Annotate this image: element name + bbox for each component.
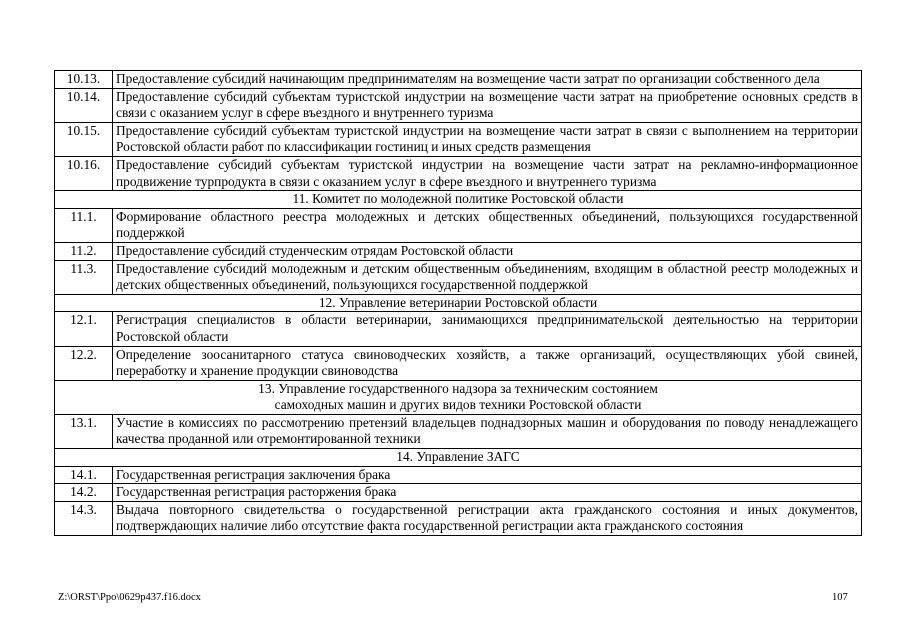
- services-table: [54, 70, 862, 536]
- item-text: Формирование областного реестра молодежных и детских общественных объединений, пользующихся государственной поддержкой: [113, 208, 862, 242]
- table-row: [55, 242, 862, 260]
- item-number: 10.15.: [55, 122, 113, 156]
- section-header-row: [55, 191, 862, 209]
- table-row: [55, 156, 862, 190]
- item-text: Предоставление субсидий молодежным и детским общественным объединениям, входящим в областной реестр молодежных и детских общественных объединений, пользующихся государственной поддержкой: [113, 260, 862, 294]
- table-row: [55, 414, 862, 448]
- item-number: 10.16.: [55, 156, 113, 190]
- section-title: [55, 380, 862, 414]
- section-title-line: самоходных машин и других видов техники Ростовской области: [274, 397, 642, 413]
- section-header-row: [55, 294, 862, 312]
- item-text: Определение зоосанитарного статуса свиноводческих хозяйств, а также организаций, осуществляющих убой свиней, переработку и хранение продукции свиноводства: [113, 346, 862, 380]
- section-title: 12. Управление ветеринарии Ростовской области: [55, 294, 862, 312]
- table-row: [55, 122, 862, 156]
- item-number: 14.3.: [55, 501, 113, 535]
- section-title: 14. Управление ЗАГС: [55, 449, 862, 467]
- section-title-line: 13. Управление государственного надзора за техническим состоянием: [258, 380, 658, 396]
- item-text: Участие в комиссиях по рассмотрению претензий владельцев поднадзорных машин и оборудования по поводу ненадлежащего качества проданной или отремонтированной техники: [113, 414, 862, 448]
- item-text: Регистрация специалистов в области ветеринарии, занимающихся предпринимательской деятельностью на территории Ростовской области: [113, 312, 862, 346]
- item-number: 10.14.: [55, 88, 113, 122]
- table-row: [55, 208, 862, 242]
- item-text: Предоставление субсидий субъектам туристской индустрии на возмещение части затрат на приобретение основных средств в связи с оказанием услуг в сфере въездного и внутреннего туризма: [113, 88, 862, 122]
- item-number: 12.2.: [55, 346, 113, 380]
- item-text: Государственная регистрация расторжения брака: [113, 484, 862, 502]
- item-number: 14.2.: [55, 484, 113, 502]
- table-row: [55, 484, 862, 502]
- item-number: 13.1.: [55, 414, 113, 448]
- item-text: Государственная регистрация заключения брака: [113, 466, 862, 484]
- item-text: Предоставление субсидий начинающим предпринимателям на возмещение части затрат по организации собственного дела: [113, 71, 862, 89]
- table-row: [55, 312, 862, 346]
- item-number: 14.1.: [55, 466, 113, 484]
- item-number: 12.1.: [55, 312, 113, 346]
- table-row: [55, 71, 862, 89]
- table-row: [55, 260, 862, 294]
- item-text: Предоставление субсидий студенческим отрядам Ростовской области: [113, 242, 862, 260]
- section-title: 11. Комитет по молодежной политике Ростовской области: [55, 191, 862, 209]
- item-text: Предоставление субсидий субъектам туристской индустрии на возмещение части затрат в связи с выполнением на территории Ростовской области работ по классификации гостиниц и иных средств размещения: [113, 122, 862, 156]
- footer-file-path: Z:\ORST\Ppo\0629p437.f16.docx: [58, 592, 201, 603]
- table-row: [55, 88, 862, 122]
- section-header-row: [55, 380, 862, 414]
- table-row: [55, 346, 862, 380]
- item-number: 11.2.: [55, 242, 113, 260]
- table-row: [55, 501, 862, 535]
- section-header-row: [55, 449, 862, 467]
- item-text: Выдача повторного свидетельства о государственной регистрации акта гражданского состояния и иных документов, подтверждающих наличие либо отсутствие факта государственной регистрации акта гражданского состояния: [113, 501, 862, 535]
- item-text: Предоставление субсидий субъектам туристской индустрии на возмещение части затрат на рекламно-информационное продвижение турпродукта в связи с оказанием услуг в сфере въездного и внутреннего туризма: [113, 156, 862, 190]
- page-number: 107: [832, 592, 848, 603]
- table-row: [55, 466, 862, 484]
- item-number: 11.3.: [55, 260, 113, 294]
- item-number: 11.1.: [55, 208, 113, 242]
- item-number: 10.13.: [55, 71, 113, 89]
